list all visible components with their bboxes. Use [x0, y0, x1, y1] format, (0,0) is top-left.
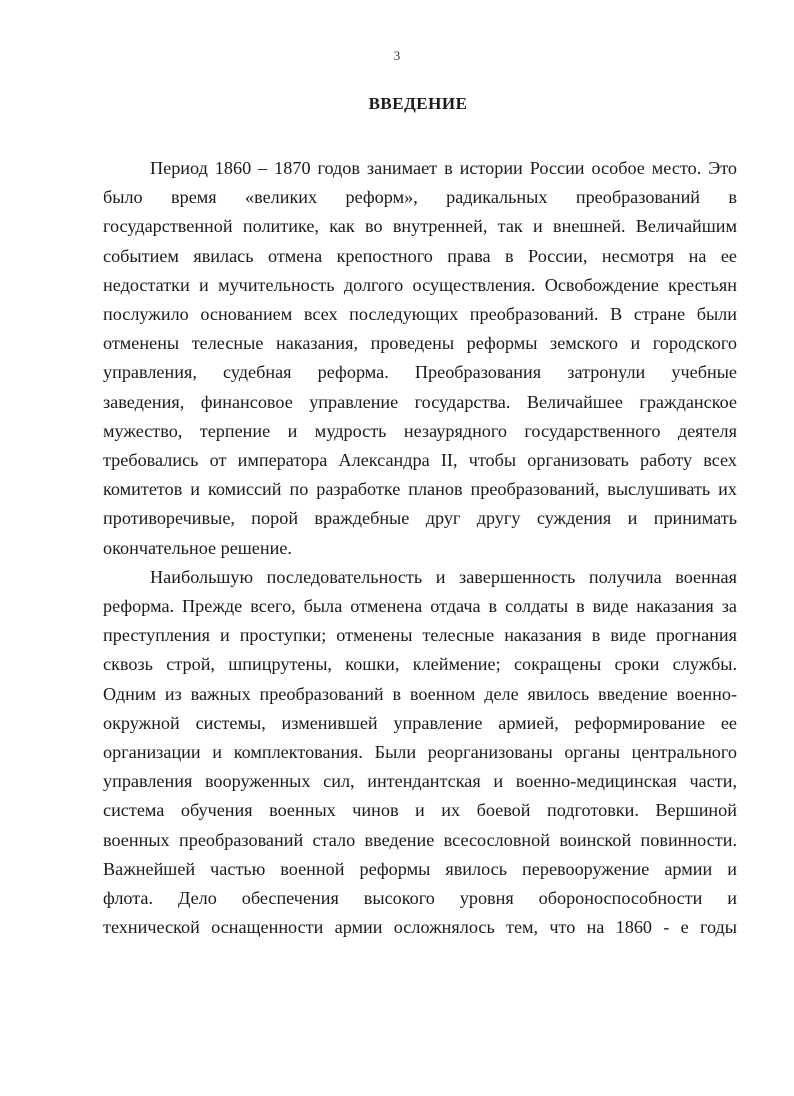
text-line: комитетов и комиссий по разработке планов преобразований, выслушивать их — [103, 479, 737, 500]
text-line: Период 1860 – 1870 годов занимает в истории России особое место. Это — [150, 158, 737, 178]
page-number: 3 — [393, 48, 401, 63]
text-line: требовались от императора Александра II, чтобы организовать работу всех — [103, 450, 737, 471]
text-line: флота. Дело обеспечения высокого уровня обороноспособности и — [103, 888, 737, 909]
text-line: окончательное решение. — [103, 537, 292, 558]
text-line: Важнейшей частью военной реформы явилось перевооружение армии и — [103, 858, 737, 879]
text-line: окружной системы, изменившей управление армией, реформирование ее — [103, 712, 737, 733]
text-line: отменены телесные наказания, проведены реформы земского и городского — [103, 333, 737, 354]
text-line: управления вооруженных сил, интендантская и военно-медицинская части, — [103, 771, 737, 792]
text-line: заведения, финансовое управление государства. Величайшее гражданское — [103, 391, 737, 412]
text-line: противоречивые, порой враждебные друг другу суждения и принимать — [103, 508, 737, 529]
text-line: было время «великих реформ», радикальных преобразований в — [103, 187, 737, 208]
text-line: недостатки и мучительность долгого осуществления. Освобождение крестьян — [103, 274, 737, 295]
text-line: преступления и проступки; отменены телесные наказания в виде прогнания — [103, 625, 737, 646]
text-line: Наибольшую последовательность и завершенность получила военная — [150, 566, 737, 587]
text-line: сквозь строй, шпицрутены, кошки, клеймение; сокращены сроки службы. — [103, 654, 737, 675]
text-line: послужило основанием всех последующих преобразований. В стране были — [103, 304, 737, 325]
text-line: мужество, терпение и мудрость незаурядного государственного деятеля — [103, 420, 737, 441]
text-line: государственной политике, как во внутренней, так и внешней. Величайшим — [103, 216, 737, 237]
text-line: управления, судебная реформа. Преобразования затронули учебные — [103, 362, 737, 383]
text-line: военных преобразований стало введение всесословной воинской повинности. — [103, 829, 737, 850]
text-line: событием явилась отмена крепостного права в России, несмотря на ее — [103, 245, 737, 266]
text-line: система обучения военных чинов и их боевой подготовки. Вершиной — [103, 800, 737, 821]
text-line: технической оснащенности армии осложнялось тем, что на 1860 - е годы — [103, 917, 737, 938]
page-title: ВВЕДЕНИЕ — [368, 94, 468, 113]
text-line: организации и комплектования. Были реорганизованы органы центрального — [103, 742, 737, 763]
text-line: Одним из важных преобразований в военном деле явилось введение военно- — [103, 683, 737, 704]
paragraph-1 — [103, 154, 737, 563]
paragraph-2 — [103, 563, 737, 943]
text-line: реформа. Прежде всего, была отменена отдача в солдаты в виде наказания за — [103, 596, 737, 617]
body-text — [103, 154, 737, 942]
